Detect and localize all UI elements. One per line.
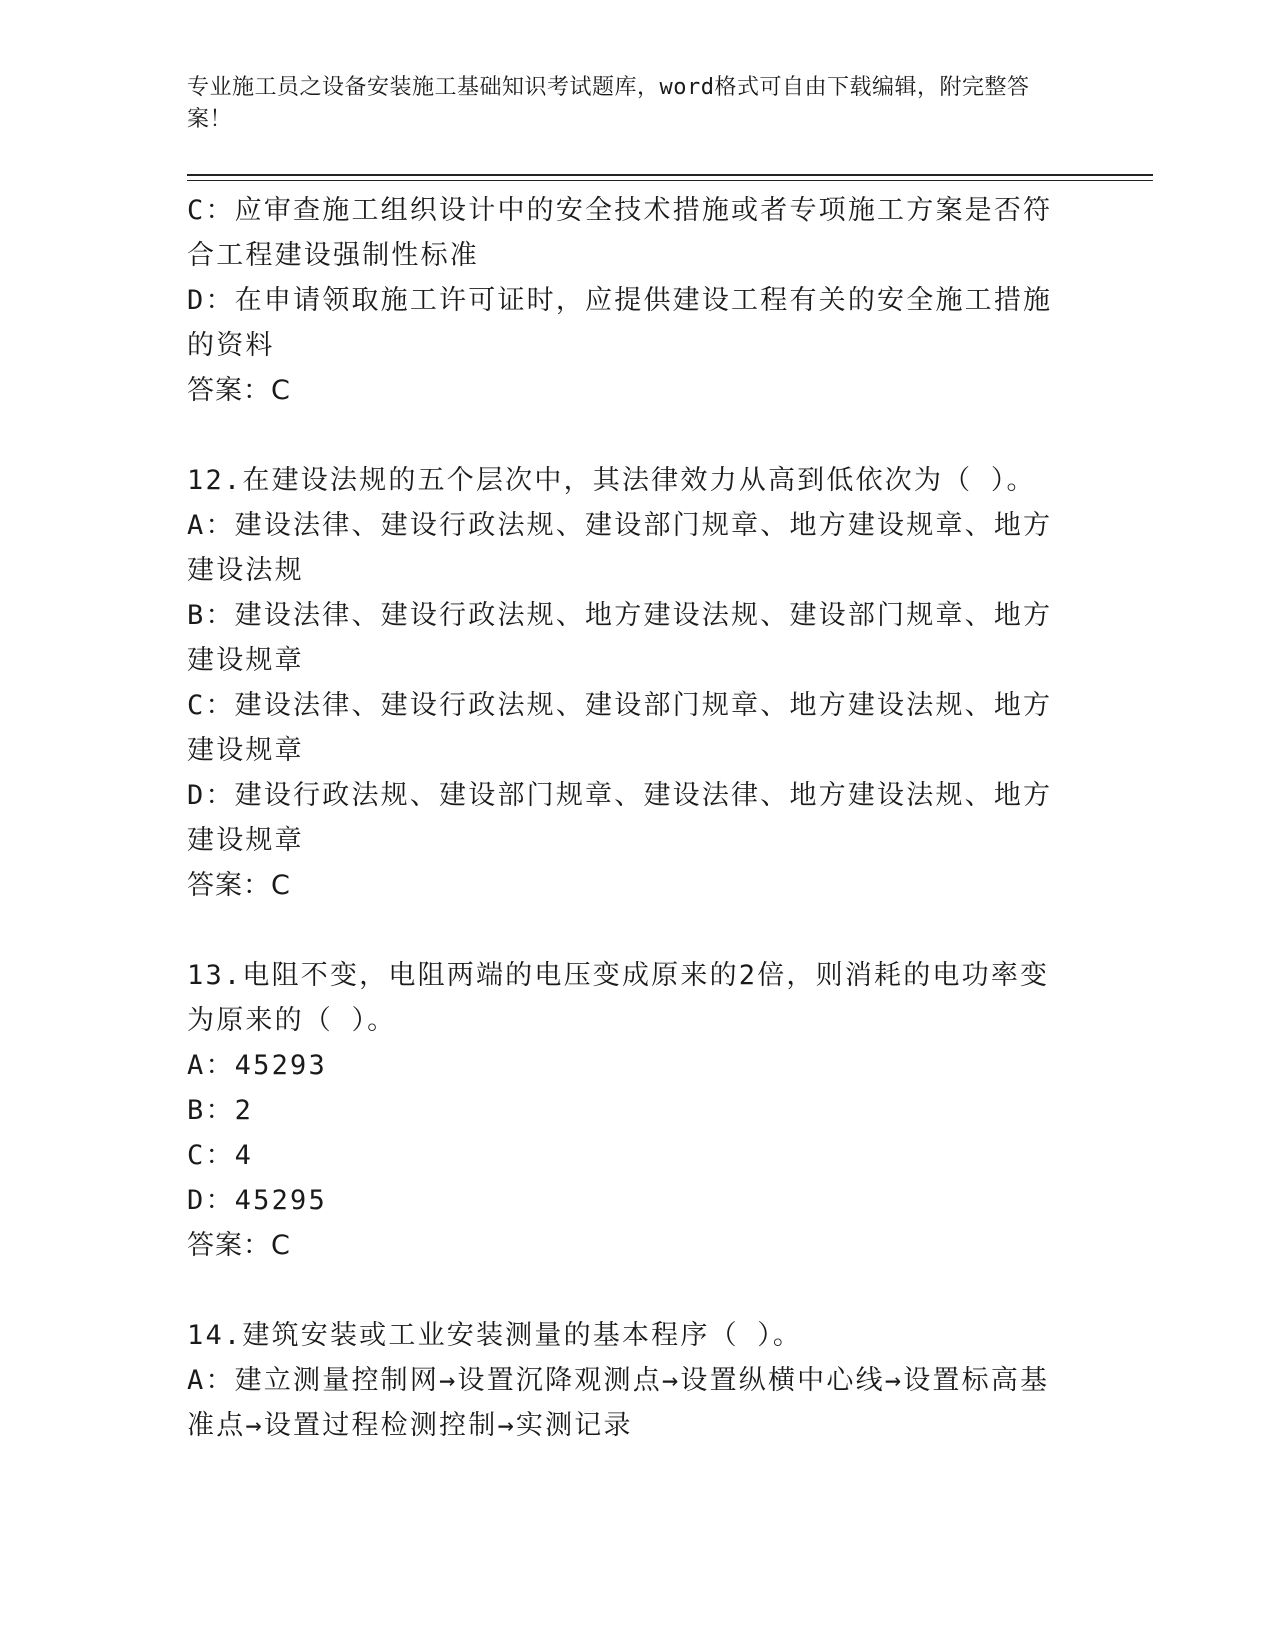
question-list [187, 188, 1067, 1448]
question-stem: 12.在建设法规的五个层次中，其法律效力从高到低依次为（ ）。 [187, 465, 1036, 496]
header-divider-thick [187, 174, 1153, 176]
document-header: 专业施工员之设备安装施工基础知识考试题库，word格式可自由下载编辑，附完整答案！ [187, 75, 1030, 132]
answer-line: 答案：C [187, 870, 291, 901]
option-a: A：建设法律、建设行政法规、建设部门规章、地方建设规章、地方建设法规 [187, 510, 1053, 586]
option-c: C：建设法律、建设行政法规、建设部门规章、地方建设法规、地方建设规章 [187, 690, 1053, 766]
spacer [187, 413, 1067, 458]
option-d: D：建设行政法规、建设部门规章、建设法律、地方建设法规、地方建设规章 [187, 780, 1053, 856]
question-stem: 14.建筑安装或工业安装测量的基本程序（ ）。 [187, 1320, 803, 1351]
question-block-11 [187, 188, 1067, 413]
option-d: D：45295 [187, 1185, 327, 1216]
option-a: A：45293 [187, 1050, 327, 1081]
option-c: C：应审查施工组织设计中的安全技术措施或者专项施工方案是否符合工程建设强制性标准 [187, 195, 1053, 271]
question-block-14 [187, 1313, 1067, 1448]
option-c: C：4 [187, 1140, 254, 1171]
question-block-13 [187, 953, 1067, 1268]
option-a: A：建立测量控制网→设置沉降观测点→设置纵横中心线→设置标高基准点→设置过程检测控制→实测记录 [187, 1365, 1050, 1441]
option-b: B：2 [187, 1095, 254, 1126]
spacer [187, 908, 1067, 953]
header-divider-thin [187, 180, 1153, 181]
question-block-12 [187, 458, 1067, 908]
answer-line: 答案：C [187, 1230, 291, 1261]
option-d: D：在申请领取施工许可证时，应提供建设工程有关的安全施工措施的资料 [187, 285, 1053, 361]
spacer [187, 1268, 1067, 1313]
answer-line: 答案：C [187, 375, 291, 406]
option-b: B：建设法律、建设行政法规、地方建设法规、建设部门规章、地方建设规章 [187, 600, 1053, 676]
question-stem: 13.电阻不变，电阻两端的电压变成原来的2倍，则消耗的电功率变为原来的（ ）。 [187, 960, 1050, 1036]
